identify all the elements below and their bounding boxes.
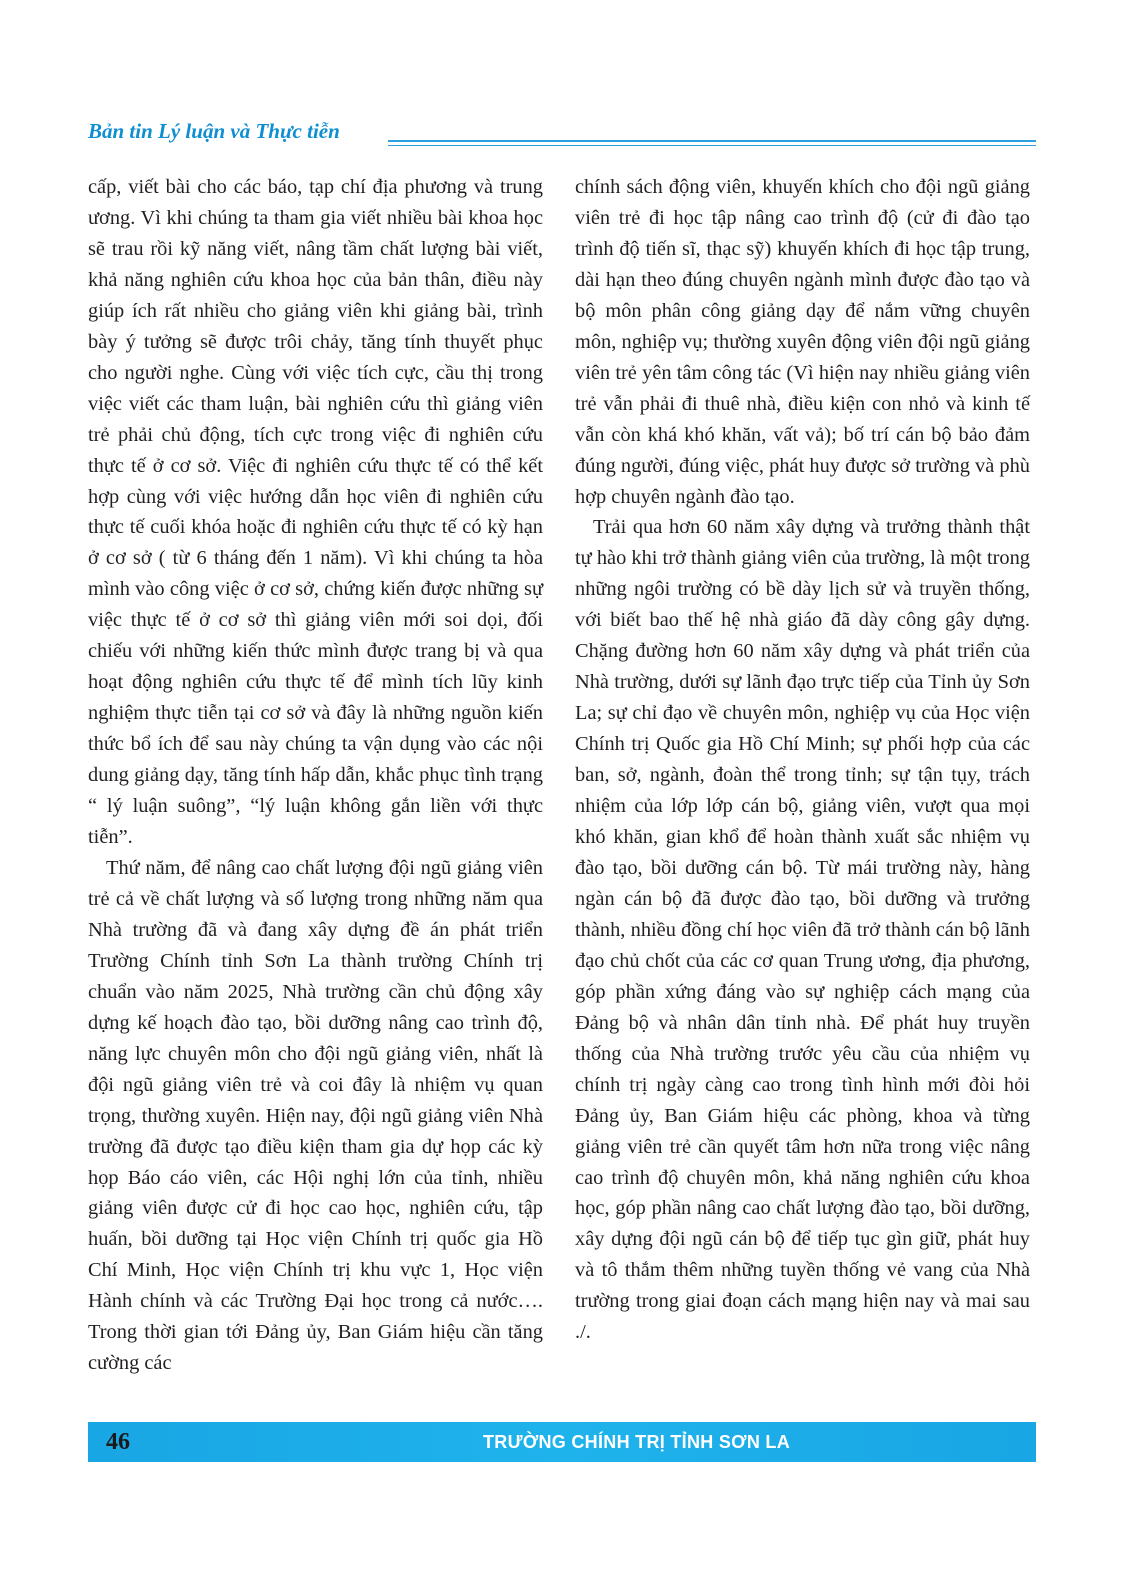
- footer-bar: [88, 1422, 1036, 1462]
- right-column: [575, 172, 1030, 1348]
- left-paragraph-2: Thứ năm, để nâng cao chất lượng đội ngũ giảng viên trẻ cả về chất lượng và số lượng trong những năm qua Nhà trường đã và đang xây dựng đề án phát triển Trường Chính tỉnh Sơn La thành trường Chính trị chuẩn vào năm 2025, Nhà trường cần chủ động xây dựng kế hoạch đào tạo, bồi dưỡng nâng cao trình độ, năng lực chuyên môn cho đội ngũ giảng viên, nhất là đội ngũ giảng viên trẻ và coi đây là nhiệm vụ quan trọng, thường xuyên. Hiện nay, đội ngũ giảng viên Nhà trường đã được tạo điều kiện tham gia dự họp các kỳ họp Báo cáo viên, các Hội nghị lớn của tỉnh, nhiều giảng viên được cử đi học cao học, nghiên cứu, tập huấn, bồi dưỡng tại Học viện Chính trị quốc gia Hồ Chí Minh, Học viện Chính trị khu vực 1, Học viện Hành chính và các Trường Đại học trong cả nước…. Trong thời gian tới Đảng ủy, Ban Giám hiệu cần tăng cường các: [88, 856, 543, 1375]
- header-rule-thin: [388, 145, 1036, 146]
- header-rule-thick: [388, 140, 1036, 142]
- page-number: 46: [106, 1429, 130, 1455]
- right-paragraph-2: Trải qua hơn 60 năm xây dựng và trưởng thành thật tự hào khi trở thành giảng viên của trường, là một trong những ngôi trường có bề dày lịch sử và truyền thống, với biết bao thế hệ nhà giáo đã dày công gây dựng. Chặng đường hơn 60 năm xây dựng và phát triển của Nhà trường, dưới sự lãnh đạo trực tiếp của Tỉnh ủy Sơn La; sự chỉ đạo về chuyên môn, nghiệp vụ của Học viện Chính trị Quốc gia Hồ Chí Minh; sự phối hợp của các ban, sở, ngành, đoàn thể trong tỉnh; sự tận tụy, trách nhiệm của lớp lớp cán bộ, giảng viên, vượt qua mọi khó khăn, gian khổ để hoàn thành xuất sắc nhiệm vụ đào tạo, bồi dưỡng cán bộ. Từ mái trường này, hàng ngàn cán bộ đã được đào tạo, bồi dưỡng và trưởng thành, nhiều đồng chí học viên đã trở thành cán bộ lãnh đạo chủ chốt của các cơ quan Trung ương, địa phương, góp phần xứng đáng vào sự nghiệp cách mạng của Đảng bộ và nhân dân tỉnh nhà. Để phát huy truyền thống của Nhà trường trước yêu cầu của nhiệm vụ chính trị ngày càng cao trong tình hình mới đòi hỏi Đảng ủy, Ban Giám hiệu các phòng, khoa và từng giảng viên trẻ cần quyết tâm hơn nữa trong việc nâng cao trình độ chuyên môn, khả năng nghiên cứu khoa học, góp phần nâng cao chất lượng đào tạo, bồi dưỡng, xây dựng đội ngũ cán bộ để tiếp tục gìn giữ, phát huy và tô thắm thêm những tuyền thống vẻ vang của Nhà trường trong giai đoạn cách mạng hiện nay và mai sau ./.: [575, 516, 1030, 1344]
- left-column: [88, 172, 543, 1379]
- left-paragraph-1: cấp, viết bài cho các báo, tạp chí địa phương và trung ương. Vì khi chúng ta tham gia viết nhiều bài khoa học sẽ trau rồi kỹ năng viết, nâng tầm chất lượng bài viết, khả năng nghiên cứu khoa học của bản thân, điều này giúp ích rất nhiều cho giảng viên khi giảng bài, trình bày ý tưởng sẽ được trôi chảy, tăng tính thuyết phục cho người nghe. Cùng với việc tích cực, cầu thị trong việc viết các tham luận, bài nghiên cứu thì giảng viên trẻ phải chủ động, tích cực trong việc đi nghiên cứu thực tế ở cơ sở. Việc đi nghiên cứu thực tế có thể kết hợp cùng với việc hướng dẫn học viên đi nghiên cứu thực tế cuối khóa hoặc đi nghiên cứu thực tế có kỳ hạn ở cơ sở ( từ 6 tháng đến 1 năm). Vì khi chúng ta hòa mình vào công việc ở cơ sở, chứng kiến được những sự việc thực tế ở cơ sở thì giảng viên mới soi dọi, đối chiếu với những kiến thức mình được trang bị và qua hoạt động nghiên cứu thực tế để mình tích lũy kinh nghiệm thực tiễn tại cơ sở và đây là những nguồn kiến thức bổ ích để sau này chúng ta vận dụng vào các nội dung giảng dạy, tăng tính hấp dẫn, khắc phục tình trạng “ lý luận suông”, “lý luận không gắn liền với thực tiễn”.: [88, 176, 543, 849]
- footer-title: TRƯỜNG CHÍNH TRỊ TỈNH SƠN LA: [483, 1432, 791, 1452]
- running-header: [88, 118, 1036, 152]
- publication-title: Bản tin Lý luận và Thực tiễn: [88, 119, 340, 143]
- right-paragraph-1: chính sách động viên, khuyến khích cho đội ngũ giảng viên trẻ đi học tập nâng cao trình độ (cử đi đào tạo trình độ tiến sĩ, thạc sỹ) khuyến khích đi học tập trung, dài hạn theo đúng chuyên ngành mình được đào tạo và bộ môn phân công giảng dạy để nắm vững chuyên môn, nghiệp vụ; thường xuyên động viên đội ngũ giảng viên trẻ yên tâm công tác (Vì hiện nay nhiều giảng viên trẻ vẫn phải đi thuê nhà, điều kiện con nhỏ và kinh tế vẫn còn khá khó khăn, vất vả); bố trí cán bộ bảo đảm đúng người, đúng việc, phát huy được sở trường và phù hợp chuyên ngành đào tạo.: [575, 176, 1030, 508]
